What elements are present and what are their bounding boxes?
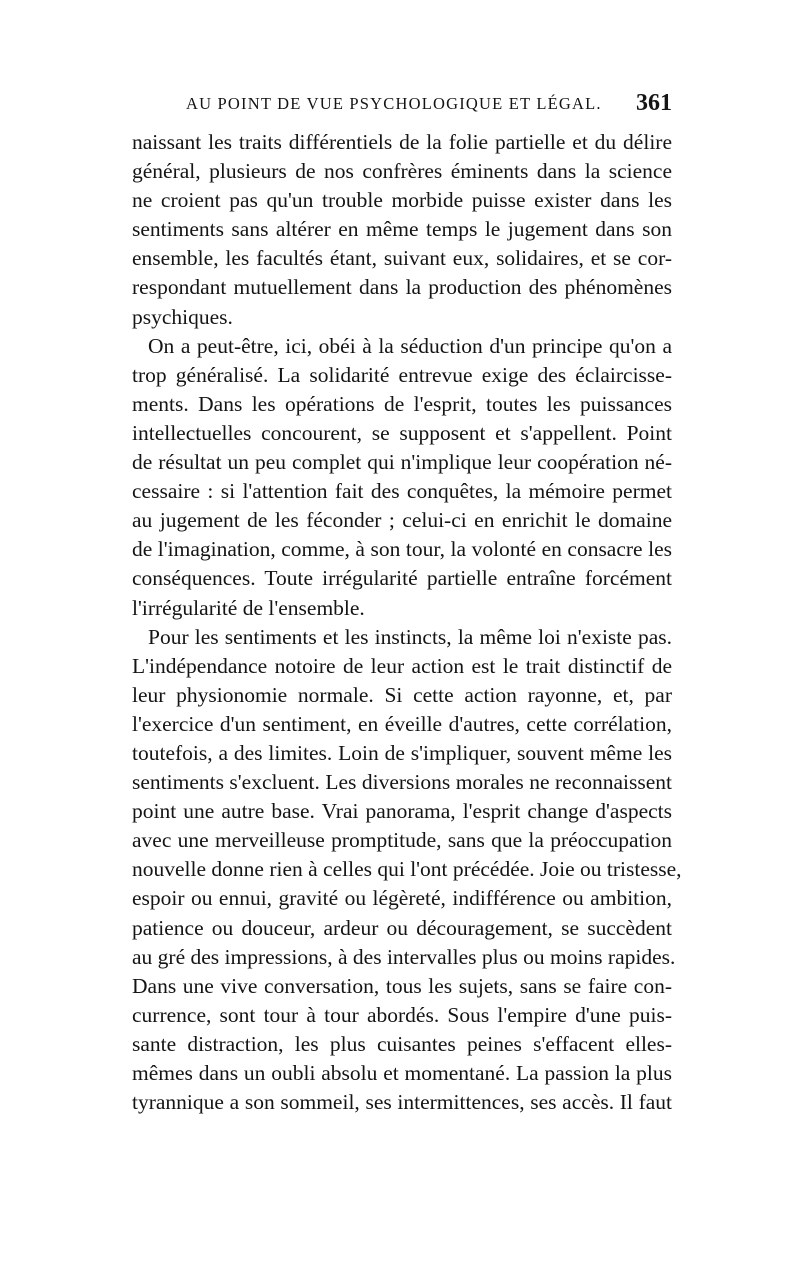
text-line: mêmes dans un oubli absolu et momentané. La passion la plus — [132, 1061, 672, 1085]
text-line: trop généralisé. La solidarité entrevue exige des éclaircisse- — [132, 362, 672, 387]
text-line: nouvelle donne rien à celles qui l'ont précédée. Joie ou tristesse, — [132, 857, 682, 882]
text-line: ments. Dans les opérations de l'esprit, toutes les puissances — [132, 391, 672, 416]
running-header — [186, 90, 672, 122]
paragraph-start-line: On a peut-être, ici, obéi à la séduction d'un principe qu'on a — [148, 333, 672, 358]
paragraph-start-line: Pour les sentiments et les instincts, la même loi n'existe pas. — [148, 624, 672, 649]
text-line: ensemble, les facultés étant, suivant eux, solidaires, et se cor- — [132, 246, 672, 271]
text-line: psychiques. — [132, 304, 233, 329]
text-line: Dans une vive conversation, tous les sujets, sans se faire con- — [132, 973, 672, 998]
text-line: L'indépendance notoire de leur action est le trait distinctif de — [132, 653, 672, 678]
body-text — [132, 128, 682, 1117]
text-line: avec une merveilleuse promptitude, sans que la préoccupation — [132, 828, 672, 853]
text-line: ne croient pas qu'un trouble morbide puisse exister dans les — [132, 188, 672, 213]
text-line: leur physionomie normale. Si cette action rayonne, et, par — [132, 682, 672, 707]
text-line: naissant les traits différentiels de la folie partielle et du délire — [132, 130, 672, 154]
text-line: sentiments sans altérer en même temps le jugement dans son — [132, 217, 672, 242]
text-line: patience ou douceur, ardeur ou découragement, se succèdent — [132, 915, 672, 940]
text-line: l'irrégularité de l'ensemble. — [132, 595, 365, 620]
text-line: l'exercice d'un sentiment, en éveille d'autres, cette corrélation, — [132, 711, 672, 736]
text-line: respondant mutuellement dans la production des phénomènes — [132, 275, 672, 300]
text-line: sante distraction, les plus cuisantes peines s'effacent elles- — [132, 1031, 672, 1056]
text-line: général, plusieurs de nos confrères éminents dans la science — [132, 159, 672, 184]
page-number: 361 — [636, 90, 672, 116]
text-line: currence, sont tour à tour abordés. Sous l'empire d'une puis- — [132, 1002, 672, 1027]
text-line: toutefois, a des limites. Loin de s'impliquer, souvent même les — [132, 740, 672, 765]
text-line: sentiments s'excluent. Les diversions morales ne reconnaissent — [132, 770, 672, 795]
text-line: au jugement de les féconder ; celui-ci en enrichit le domaine — [132, 508, 672, 533]
text-line: point une autre base. Vrai panorama, l'esprit change d'aspects — [132, 799, 672, 824]
text-line: de résultat un peu complet qui n'implique leur coopération né- — [132, 450, 672, 475]
text-line: au gré des impressions, à des intervalles plus ou moins rapides. — [132, 944, 676, 969]
text-line: tyrannique a son sommeil, ses intermittences, ses accès. Il faut — [132, 1090, 672, 1115]
text-line: intellectuelles concourent, se supposent et s'appellent. Point — [132, 420, 672, 445]
text-line: espoir ou ennui, gravité ou légèreté, indifférence ou ambition, — [132, 886, 672, 911]
text-line: conséquences. Toute irrégularité partielle entraîne forcément — [132, 566, 672, 591]
running-title: AU POINT DE VUE PSYCHOLOGIQUE ET LÉGAL. — [186, 94, 602, 113]
text-line: cessaire : si l'attention fait des conquêtes, la mémoire permet — [132, 479, 672, 504]
text-line: de l'imagination, comme, à son tour, la volonté en consacre les — [132, 537, 672, 562]
